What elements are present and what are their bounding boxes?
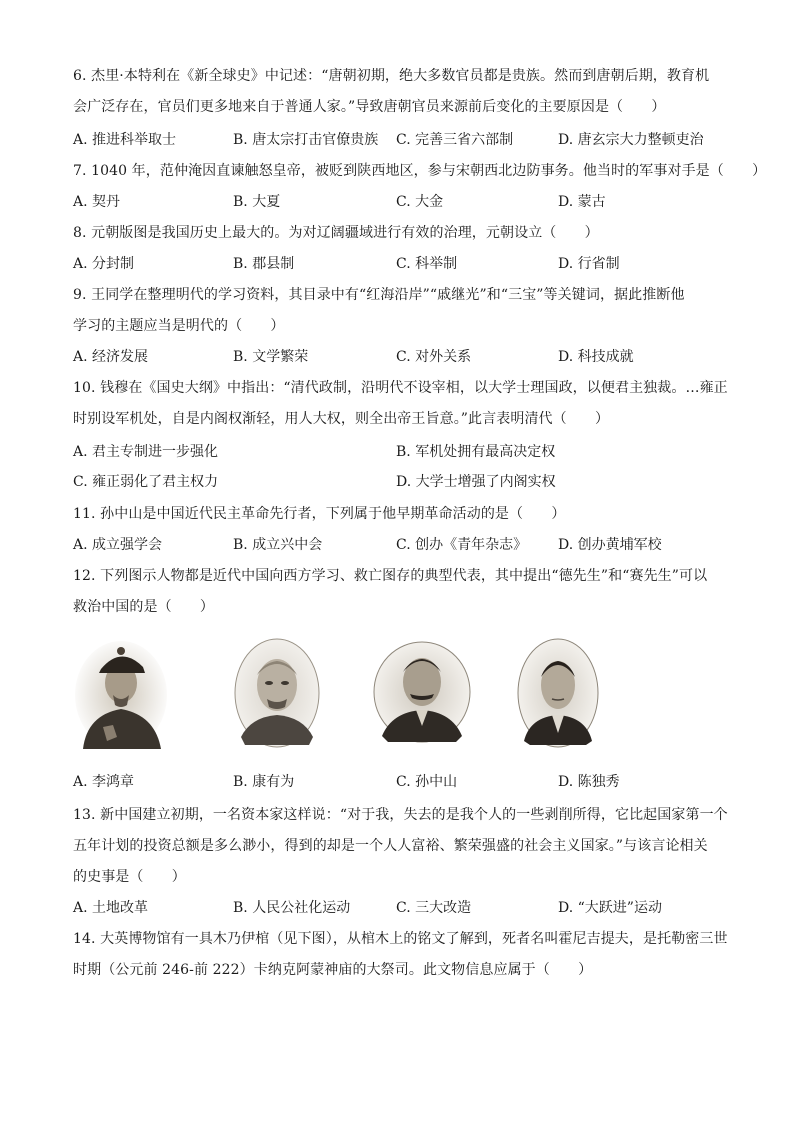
q6-option-d[interactable]: D. 唐玄宗大力整顿吏治 xyxy=(558,132,704,148)
q10-option-c[interactable]: C. 雍正弱化了君主权力 xyxy=(73,474,219,490)
q8-option-b[interactable]: B. 郡县制 xyxy=(233,256,295,272)
q9-option-a[interactable]: A. 经济发展 xyxy=(73,349,149,365)
q11-option-b[interactable]: B. 成立兴中会 xyxy=(233,537,323,553)
q13-option-a[interactable]: A. 土地改革 xyxy=(73,900,149,916)
q12-option-d[interactable]: D. 陈独秀 xyxy=(558,774,620,790)
q12-option-c[interactable]: C. 孙中山 xyxy=(396,774,458,790)
q6-stem-line1: 6. 杰里·本特利在《新全球史》中记述：“唐朝初期，绝大多数官员都是贵族。然而到唐朝后期，教育机 xyxy=(73,68,710,84)
q10-option-b[interactable]: B. 军机处拥有最高决定权 xyxy=(396,444,556,460)
q9-stem-line2: 学习的主题应当是明代的（ ） xyxy=(73,318,285,334)
portrait-photo-d xyxy=(516,637,600,749)
q8-option-d[interactable]: D. 行省制 xyxy=(558,256,620,272)
q13-stem-line2: 五年计划的投资总额是多么渺小，得到的却是一个人人富裕、繁荣强盛的社会主义国家。”与该言论相关 xyxy=(73,838,708,854)
q12-option-b[interactable]: B. 康有为 xyxy=(233,774,295,790)
q10-option-a[interactable]: A. 君主专制进一步强化 xyxy=(73,444,219,460)
q10-stem-line1: 10. 钱穆在《国史大纲》中指出：“清代政制，沿明代不设宰相，以大学士理国政，以便君主独裁。…雍正 xyxy=(73,380,728,396)
q8-option-c[interactable]: C. 科举制 xyxy=(396,256,458,272)
q9-option-b[interactable]: B. 文学繁荣 xyxy=(233,349,309,365)
q9-option-c[interactable]: C. 对外关系 xyxy=(396,349,472,365)
q10-option-d[interactable]: D. 大学士增强了内阁实权 xyxy=(396,474,556,490)
q13-stem-line1: 13. 新中国建立初期，一名资本家这样说：“对于我，失去的是我个人的一些剥削所得，它比起国家第一个 xyxy=(73,807,728,823)
q7-option-d[interactable]: D. 蒙古 xyxy=(558,194,606,210)
q12-stem-line2: 救治中国的是（ ） xyxy=(73,599,214,615)
q12-stem-line1: 12. 下列图示人物都是近代中国向西方学习、救亡图存的典型代表，其中提出“德先生”和“赛先生”可以 xyxy=(73,568,708,584)
q6-option-a[interactable]: A. 推进科举取士 xyxy=(73,132,177,148)
q10-stem-line2: 时别设军机处，自是内阁权渐轻，用人大权，则全出帝王旨意。”此言表明清代（ ） xyxy=(73,411,610,427)
q6-stem-line2: 会广泛存在，官员们更多地来自于普通人家。”导致唐朝官员来源前后变化的主要原因是（ ） xyxy=(73,99,666,115)
q12-option-a[interactable]: A. 李鸿章 xyxy=(73,774,135,790)
q14-stem-line2: 时期（公元前 246-前 222）卡纳克阿蒙神庙的大祭司。此文物信息应属于（ ） xyxy=(73,962,593,978)
q13-stem-line3: 的史事是（ ） xyxy=(73,869,186,885)
q8-option-a[interactable]: A. 分封制 xyxy=(73,256,135,272)
portrait-photo-b xyxy=(233,637,321,749)
q8-stem-line1: 8. 元朝版图是我国历史上最大的。为对辽阔疆域进行有效的治理，元朝设立（ ） xyxy=(73,225,599,241)
q7-option-b[interactable]: B. 大夏 xyxy=(233,194,281,210)
q11-option-d[interactable]: D. 创办黄埔军校 xyxy=(558,537,662,553)
q7-option-c[interactable]: C. 大金 xyxy=(396,194,444,210)
portrait-photo-c xyxy=(372,640,472,744)
q6-option-c[interactable]: C. 完善三省六部制 xyxy=(396,132,514,148)
q9-stem-line1: 9. 王同学在整理明代的学习资料，其目录中有“红海沿岸”“戚继光”和“三宝”等关键词，据此推断他 xyxy=(73,287,685,303)
portrait-photo-a xyxy=(73,637,169,749)
q7-stem-line1: 7. 1040 年，范仲淹因直谏触怒皇帝，被贬到陕西地区，参与宋朝西北边防事务。他当时的军事对手是（ ） xyxy=(73,163,767,179)
q9-option-d[interactable]: D. 科技成就 xyxy=(558,349,634,365)
q13-option-d[interactable]: D. “大跃进”运动 xyxy=(558,900,662,916)
q11-option-a[interactable]: A. 成立强学会 xyxy=(73,537,163,553)
q11-option-c[interactable]: C. 创办《青年杂志》 xyxy=(396,537,528,553)
q7-option-a[interactable]: A. 契丹 xyxy=(73,194,121,210)
q6-option-b[interactable]: B. 唐太宗打击官僚贵族 xyxy=(233,132,379,148)
q13-option-b[interactable]: B. 人民公社化运动 xyxy=(233,900,351,916)
q11-stem-line1: 11. 孙中山是中国近代民主革命先行者，下列属于他早期革命活动的是（ ） xyxy=(73,506,566,522)
q14-stem-line1: 14. 大英博物馆有一具木乃伊棺（见下图），从棺木上的铭文了解到，死者名叫霍尼吉提夫，是托勒密三世 xyxy=(73,931,728,947)
q13-option-c[interactable]: C. 三大改造 xyxy=(396,900,472,916)
